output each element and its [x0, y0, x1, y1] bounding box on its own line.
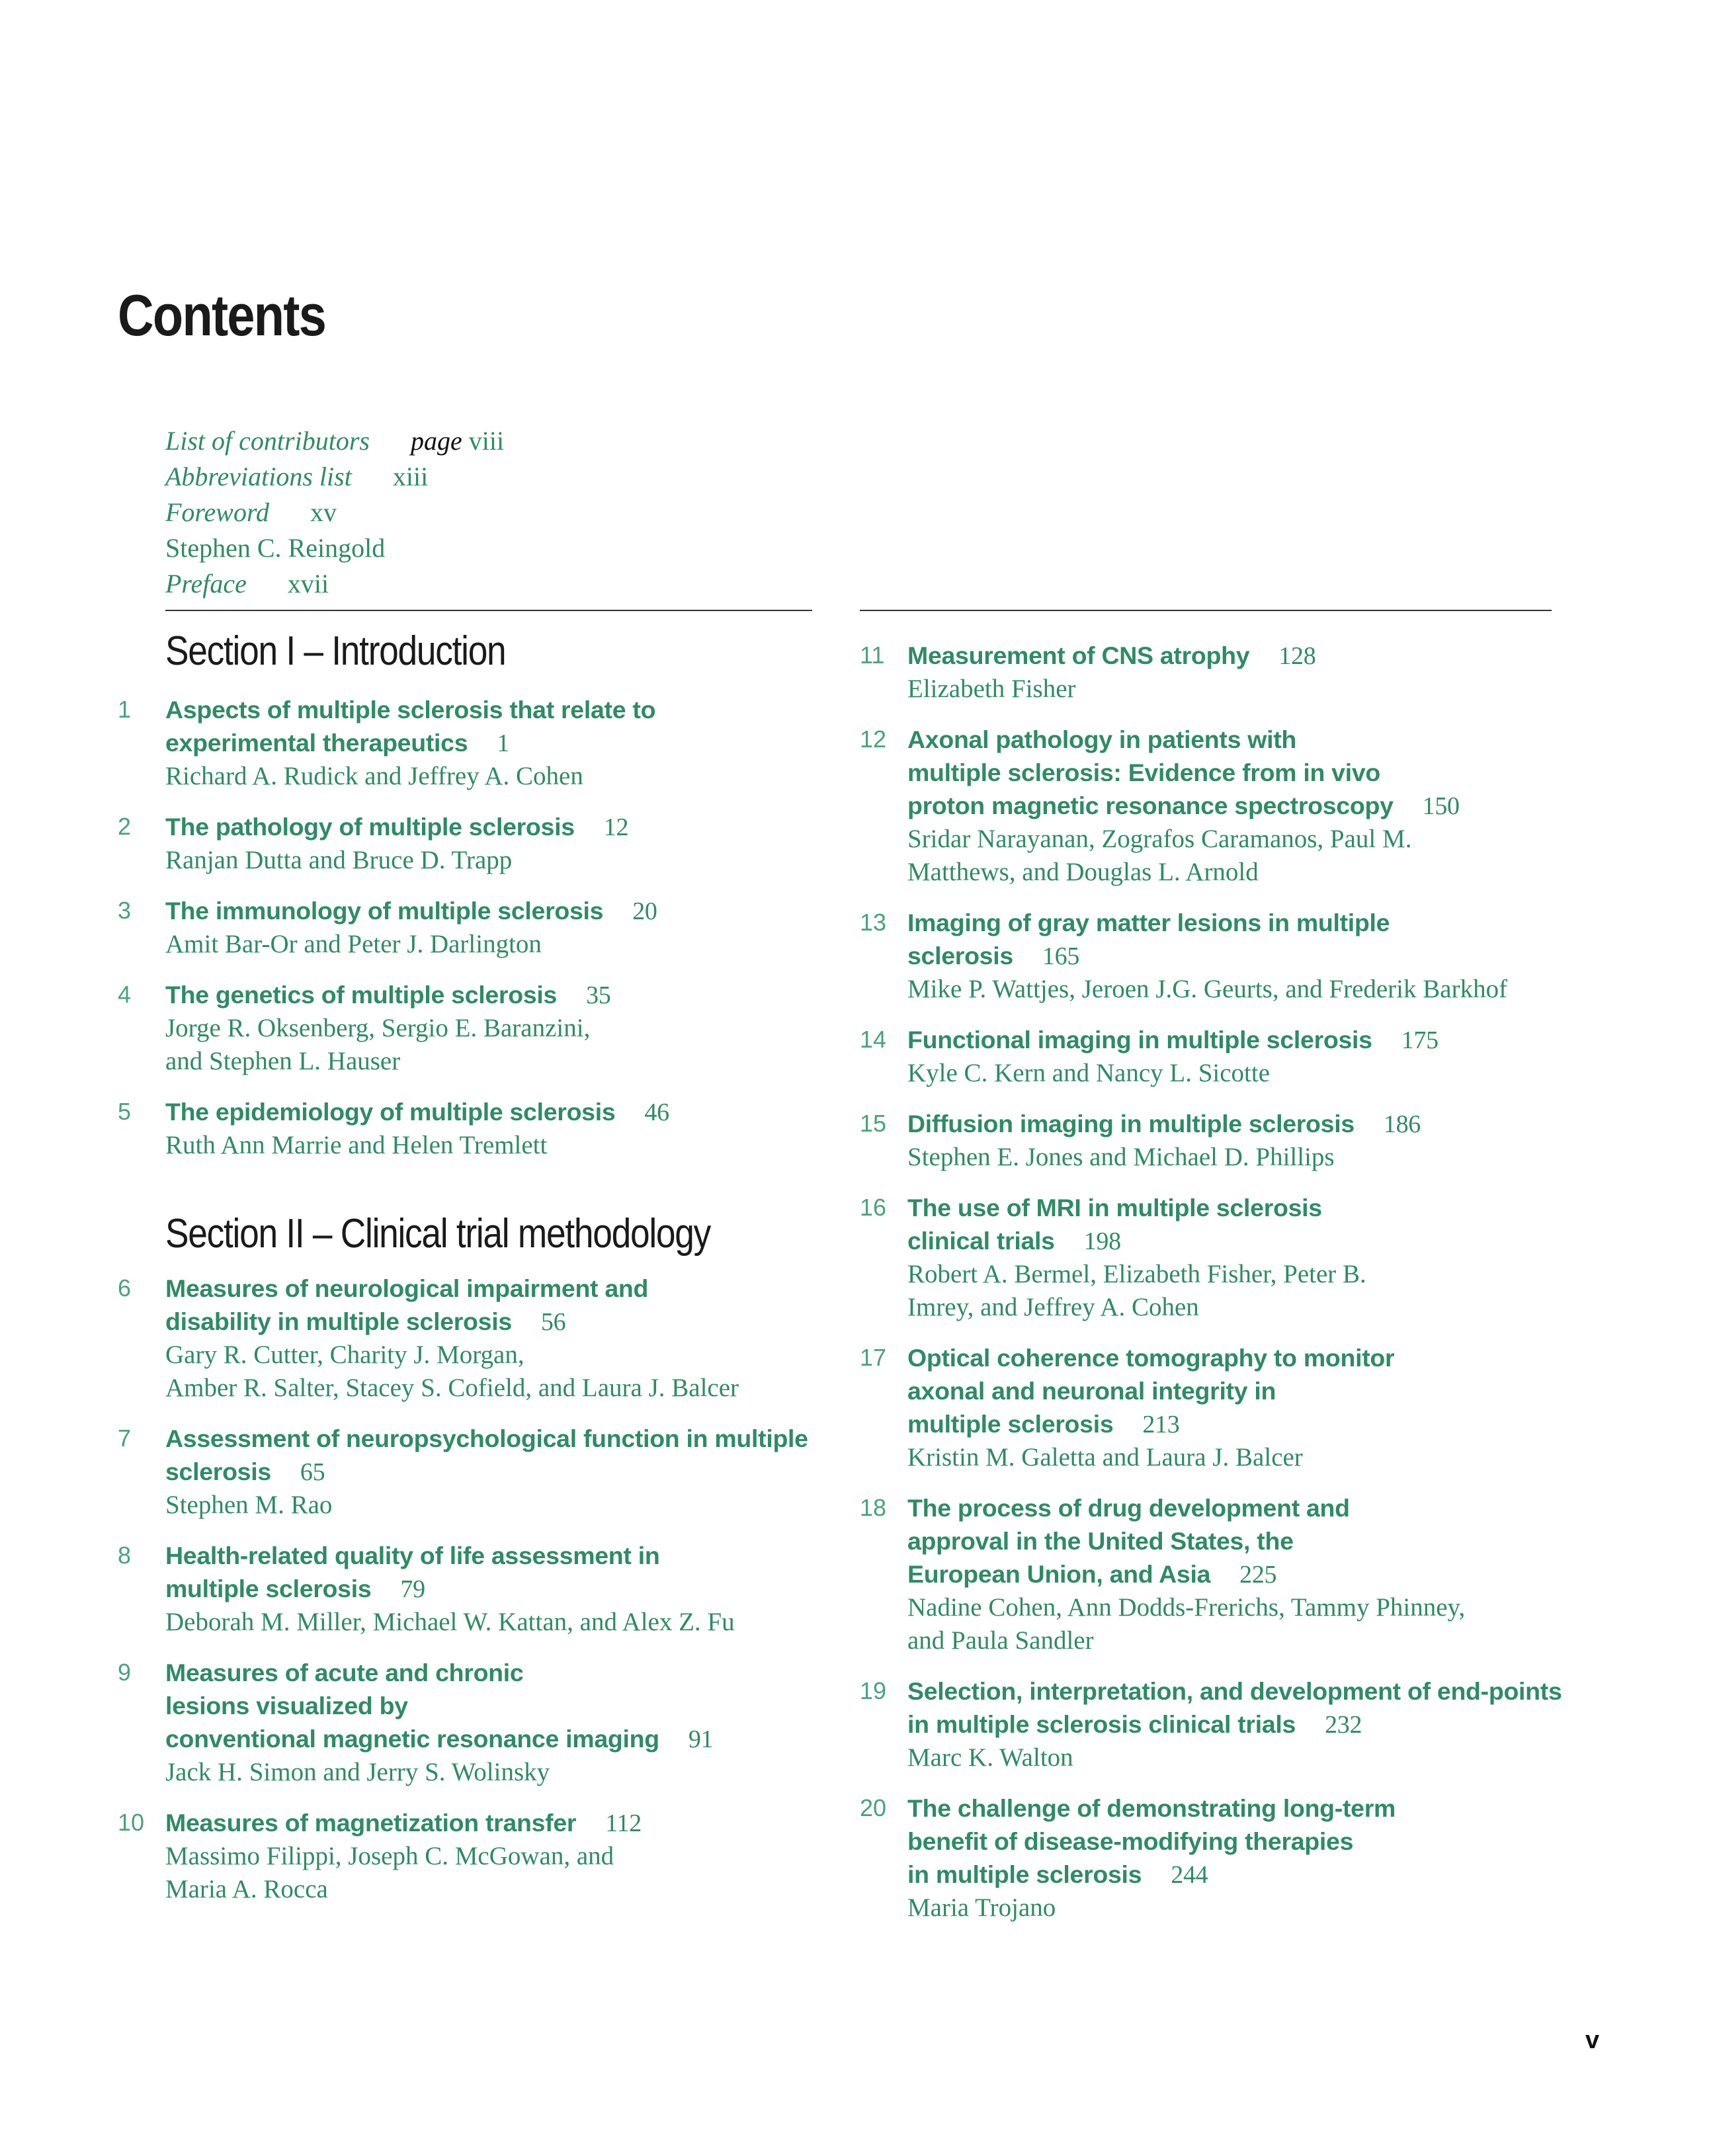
chapter-page-number[interactable]: 165: [1042, 942, 1080, 970]
chapter-title[interactable]: Functional imaging in multiple sclerosis 175: [907, 1026, 1439, 1054]
chapter-page-number[interactable]: 56: [540, 1308, 566, 1336]
chapter-title[interactable]: Optical coherence tomography to monitor axonal and neuronal integrity in multiple sclerosis 213: [907, 1344, 1395, 1438]
chapter-number: 7: [118, 1425, 132, 1452]
front-matter-item[interactable]: [165, 566, 504, 602]
front-matter-label: Foreword: [165, 497, 270, 527]
column-rule-left: [165, 610, 812, 611]
chapter-number: 16: [860, 1194, 887, 1221]
column-rule-right: [860, 610, 1552, 611]
chapter-entry[interactable]: [860, 723, 1574, 889]
chapter-page-number[interactable]: 150: [1422, 792, 1460, 820]
page-number: xiii: [392, 462, 429, 491]
chapter-authors: Kristin M. Galetta and Laura J. Balcer: [907, 1443, 1303, 1472]
chapter-number: 3: [118, 897, 132, 924]
chapter-title[interactable]: Measurement of CNS atrophy 128: [907, 642, 1316, 670]
section-heading: Section II – Clinical trial methodology: [165, 1211, 710, 1257]
front-matter-item[interactable]: [165, 495, 504, 530]
chapter-entry[interactable]: [118, 1806, 832, 1906]
chapter-number: 19: [860, 1677, 887, 1704]
page-prefix: page: [410, 426, 462, 456]
chapter-authors: Richard A. Rudick and Jeffrey A. Cohen: [165, 762, 583, 790]
page-folio: v: [1585, 2026, 1600, 2054]
chapter-authors: Stephen E. Jones and Michael D. Phillips: [907, 1143, 1335, 1171]
chapter-title[interactable]: Selection, interpretation, and development of end-points in multiple sclerosis clinical trials 232: [907, 1677, 1562, 1739]
chapter-authors: Massimo Filippi, Joseph C. McGowan, and Maria A. Rocca: [165, 1842, 614, 1903]
chapter-number: 12: [860, 726, 887, 753]
chapter-entry[interactable]: [860, 1675, 1574, 1774]
chapter-number: 15: [860, 1110, 887, 1137]
section-heading: Section I – Introduction: [165, 628, 506, 674]
chapter-title[interactable]: Axonal pathology in patients with multiple sclerosis: Evidence from in vivo proton magnetic resonance spectroscopy 150: [907, 726, 1460, 820]
front-matter-item[interactable]: [165, 423, 504, 459]
chapter-title[interactable]: The genetics of multiple sclerosis 35: [165, 981, 611, 1009]
chapter-authors: Marc K. Walton: [907, 1743, 1073, 1772]
chapter-page-number[interactable]: 20: [632, 897, 657, 925]
chapter-entry[interactable]: [860, 1191, 1574, 1324]
chapter-title[interactable]: Measures of neurological impairment and disability in multiple sclerosis 56: [165, 1274, 649, 1336]
chapter-authors: Ranjan Dutta and Bruce D. Trapp: [165, 846, 513, 874]
front-matter: [165, 423, 504, 602]
chapter-authors: Sridar Narayanan, Zografos Caramanos, Paul M. Matthews, and Douglas L. Arnold: [907, 825, 1412, 886]
chapter-page-number[interactable]: 244: [1171, 1861, 1208, 1889]
chapter-number: 5: [118, 1098, 132, 1125]
chapter-entry[interactable]: [118, 810, 832, 877]
chapter-entry[interactable]: [118, 1656, 832, 1789]
chapter-title[interactable]: The pathology of multiple sclerosis 12: [165, 813, 629, 841]
page-number: viii: [468, 426, 505, 456]
chapter-page-number[interactable]: 12: [603, 813, 629, 841]
chapter-entry[interactable]: [860, 906, 1574, 1006]
chapter-title[interactable]: The immunology of multiple sclerosis 20: [165, 897, 657, 925]
chapter-number: 11: [860, 642, 885, 669]
chapter-entry[interactable]: [118, 894, 832, 961]
chapter-page-number[interactable]: 46: [644, 1099, 669, 1126]
chapter-authors: Robert A. Bermel, Elizabeth Fisher, Peter B. Imrey, and Jeffrey A. Cohen: [907, 1260, 1366, 1321]
front-matter-label: Abbreviations list: [165, 462, 352, 491]
chapter-number: 2: [118, 813, 132, 840]
right-column: [860, 639, 1574, 1925]
chapter-number: 8: [118, 1542, 132, 1569]
chapter-number: 20: [860, 1794, 887, 1821]
chapter-number: 1: [118, 696, 132, 723]
front-matter-label: List of contributors: [165, 426, 370, 456]
chapter-authors: Nadine Cohen, Ann Dodds-Frerichs, Tammy Phinney, and Paula Sandler: [907, 1593, 1466, 1655]
page-number: xvii: [287, 569, 329, 599]
chapter-entry[interactable]: [118, 1095, 832, 1162]
chapter-page-number[interactable]: 225: [1239, 1561, 1277, 1589]
chapter-page-number[interactable]: 186: [1383, 1110, 1421, 1138]
chapter-entry[interactable]: [860, 1023, 1574, 1090]
chapter-title[interactable]: The process of drug development and approval in the United States, the European Union, and Asia 225: [907, 1494, 1350, 1589]
chapter-title[interactable]: Aspects of multiple sclerosis that relate to experimental therapeutics 1: [165, 696, 656, 757]
chapter-title[interactable]: Imaging of gray matter lesions in multiple sclerosis 165: [907, 909, 1390, 970]
chapter-page-number[interactable]: 35: [586, 981, 611, 1009]
chapter-authors: Ruth Ann Marrie and Helen Tremlett: [165, 1131, 548, 1159]
page-number: xv: [310, 497, 337, 527]
chapter-title[interactable]: The challenge of demonstrating long-term benefit of disease-modifying therapies in multiple sclerosis 244: [907, 1794, 1396, 1889]
chapter-entry[interactable]: [118, 1422, 832, 1522]
chapter-authors: Amit Bar-Or and Peter J. Darlington: [165, 930, 542, 958]
chapter-authors: Jack H. Simon and Jerry S. Wolinsky: [165, 1758, 550, 1786]
chapter-title[interactable]: Health-related quality of life assessment in multiple sclerosis 79: [165, 1542, 660, 1603]
chapter-number: 14: [860, 1026, 887, 1053]
chapter-page-number[interactable]: 232: [1325, 1711, 1362, 1739]
chapter-number: 17: [860, 1344, 887, 1371]
chapter-page-number[interactable]: 112: [605, 1809, 642, 1837]
chapter-number: 10: [118, 1809, 145, 1836]
chapter-title[interactable]: The use of MRI in multiple sclerosis clinical trials 198: [907, 1194, 1322, 1255]
chapter-title[interactable]: Measures of acute and chronic lesions visualized by conventional magnetic resonance imaging 91: [165, 1659, 714, 1753]
chapter-authors: Jorge R. Oksenberg, Sergio E. Baranzini, and Stephen L. Hauser: [165, 1014, 591, 1075]
chapter-entry[interactable]: [860, 1491, 1574, 1657]
chapter-page-number[interactable]: 1: [497, 729, 509, 757]
chapter-entry[interactable]: [118, 978, 832, 1078]
chapter-entry[interactable]: [118, 693, 832, 793]
chapter-page-number[interactable]: 175: [1401, 1026, 1439, 1054]
chapter-authors: Gary R. Cutter, Charity J. Morgan, Amber R. Salter, Stacey S. Cofield, and Laura J. Balcer: [165, 1341, 739, 1402]
chapter-entry[interactable]: [860, 1792, 1574, 1925]
chapter-title[interactable]: The epidemiology of multiple sclerosis 46: [165, 1098, 669, 1126]
chapter-title[interactable]: Diffusion imaging in multiple sclerosis 186: [907, 1110, 1421, 1138]
chapter-title[interactable]: Assessment of neuropsychological function in multiple sclerosis 65: [165, 1425, 808, 1486]
chapter-number: 4: [118, 981, 132, 1008]
front-matter-label: Preface: [165, 569, 247, 599]
chapter-number: 13: [860, 909, 887, 936]
left-column: [118, 626, 832, 1906]
chapter-page-number[interactable]: 65: [300, 1458, 325, 1486]
chapter-number: 6: [118, 1274, 132, 1302]
chapter-entry[interactable]: [860, 639, 1574, 706]
chapter-page-number[interactable]: 198: [1083, 1227, 1121, 1255]
chapter-number: 9: [118, 1659, 132, 1686]
chapter-authors: Deborah M. Miller, Michael W. Kattan, and Alex Z. Fu: [165, 1608, 735, 1636]
chapter-authors: Mike P. Wattjes, Jeroen J.G. Geurts, and Frederik Barkhof: [907, 975, 1508, 1003]
chapter-entry[interactable]: [860, 1107, 1574, 1174]
chapter-page-number[interactable]: 91: [688, 1725, 714, 1753]
chapter-page-number[interactable]: 213: [1142, 1411, 1180, 1438]
chapter-entry[interactable]: [860, 1341, 1574, 1474]
chapter-authors: Kyle C. Kern and Nancy L. Sicotte: [907, 1059, 1271, 1087]
chapter-number: 18: [860, 1494, 887, 1521]
chapter-authors: Elizabeth Fisher: [907, 675, 1076, 703]
chapter-authors: Stephen M. Rao: [165, 1491, 333, 1519]
front-matter-item[interactable]: [165, 459, 504, 495]
chapter-entry[interactable]: [118, 1539, 832, 1639]
chapter-page-number[interactable]: 128: [1278, 642, 1316, 670]
chapter-entry[interactable]: [118, 1272, 832, 1405]
chapter-authors: Maria Trojano: [907, 1893, 1056, 1922]
front-matter-author: Stephen C. Reingold: [165, 533, 386, 563]
page-title: Contents: [118, 282, 326, 348]
chapter-title[interactable]: Measures of magnetization transfer 112: [165, 1809, 642, 1837]
chapter-page-number[interactable]: 79: [400, 1575, 425, 1603]
